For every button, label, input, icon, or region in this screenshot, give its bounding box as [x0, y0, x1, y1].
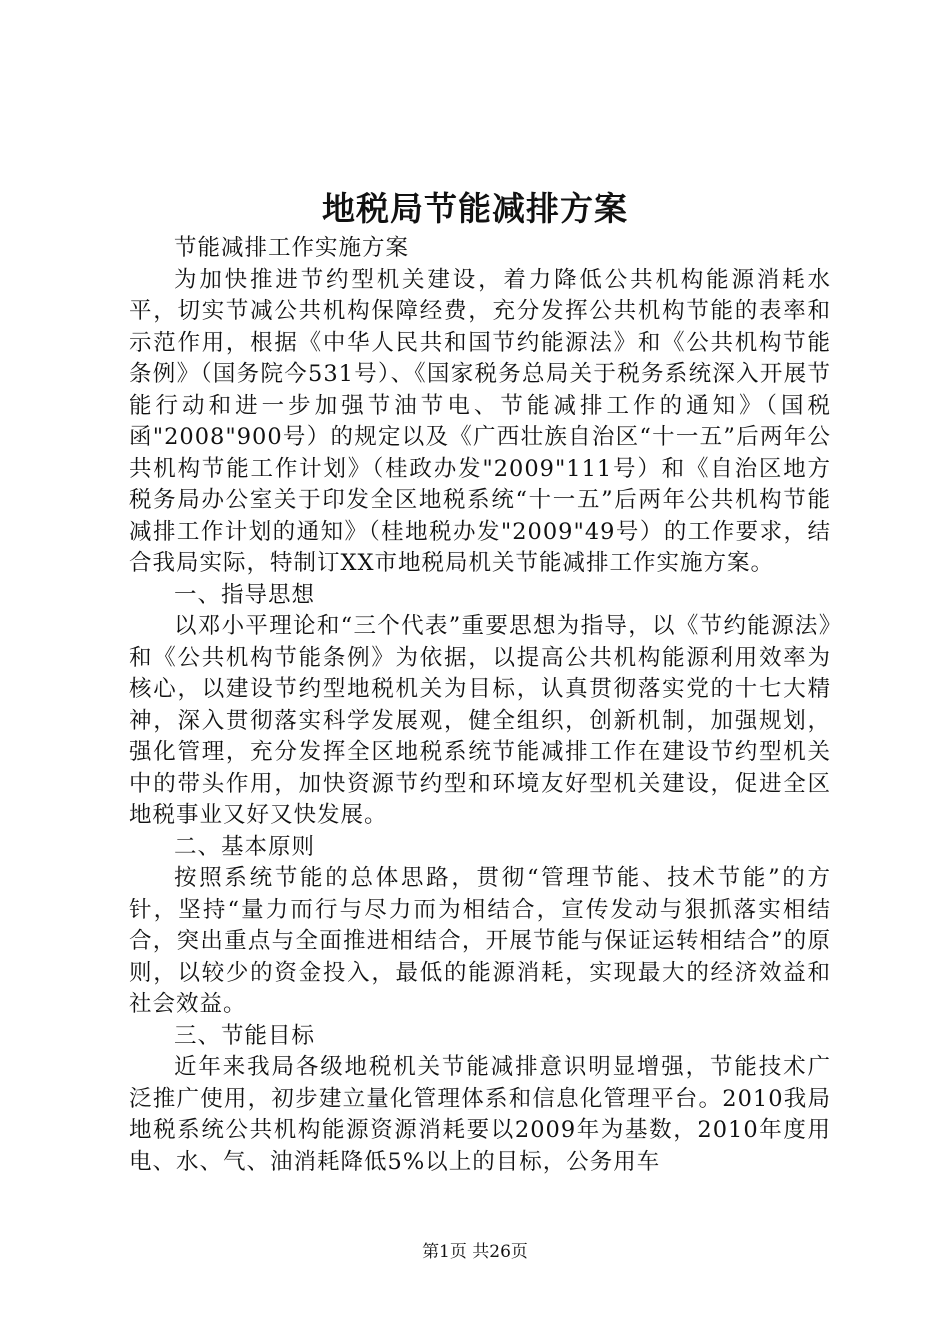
- section-heading-energy-targets: 三、节能目标: [174, 1022, 316, 1049]
- document-title: 地税局节能减排方案: [322, 189, 628, 228]
- document-subtitle: 节能减排工作实施方案: [174, 235, 410, 261]
- page-number-footer: 第1页 共26页: [422, 1242, 528, 1262]
- section-heading-basic-principles: 二、基本原则: [174, 833, 316, 860]
- document-body: [129, 233, 831, 1178]
- section-text-basic-principles: 按照系统节能的总体思路，贯彻“管理节能、技术节能”的方针，坚持“量力而行与尽力而为相结合，宣传发动与狠抓落实相结合，突出重点与全面推进相结合，开展节能与保证运转相结合”的原则，以较少的资金投入，最低的能源消耗，实现最大的经济效益和社会效益。: [129, 865, 831, 1017]
- section-heading-guiding-thought: 一、指导思想: [174, 581, 316, 608]
- intro-paragraph: 为加快推进节约型机关建设，着力降低公共机构能源消耗水平，切实节减公共机构保障经费，充分发挥公共机构节能的表率和示范作用，根据《中华人民共和国节约能源法》和《公共机构节能条例》（国务院今531号）、《国家税务总局关于税务系统深入开展节能行动和进一步加强节油节电、节能减排工作的通知》（国税函"2008"900号）的规定以及《广西壮族自治区“十一五”后两年公共机构节能工作计划》（桂政办发"2009"111号）和《自治区地方税务局办公室关于印发全区地税系统“十一五”后两年公共机构节能减排工作计划的通知》（桂地税办发"2009"49号）的工作要求，结合我局实际，特制订XX市地税局机关节能减排工作实施方案。: [129, 266, 831, 576]
- section-text-energy-targets: 近年来我局各级地税机关节能减排意识明显增强，节能技术广泛推广使用，初步建立量化管理体系和信息化管理平台。2010我局地税系统公共机构能源资源消耗要以2009年为基数，2010年度用电、水、气、油消耗降低5%以上的目标，公务用车: [129, 1054, 831, 1175]
- section-text-guiding-thought: 以邓小平理论和“三个代表”重要思想为指导，以《节约能源法》和《公共机构节能条例》为依据，以提高公共机构能源利用效率为核心，以建设节约型地税机关为目标，认真贯彻落实党的十七大精神，深入贯彻落实科学发展观，健全组织，创新机制，加强规划，强化管理，充分发挥全区地税系统节能减排工作在建设节约型机关中的带头作用，加快资源节约型和环境友好型机关建设，促进全区地税事业又好又快发展。: [129, 613, 831, 828]
